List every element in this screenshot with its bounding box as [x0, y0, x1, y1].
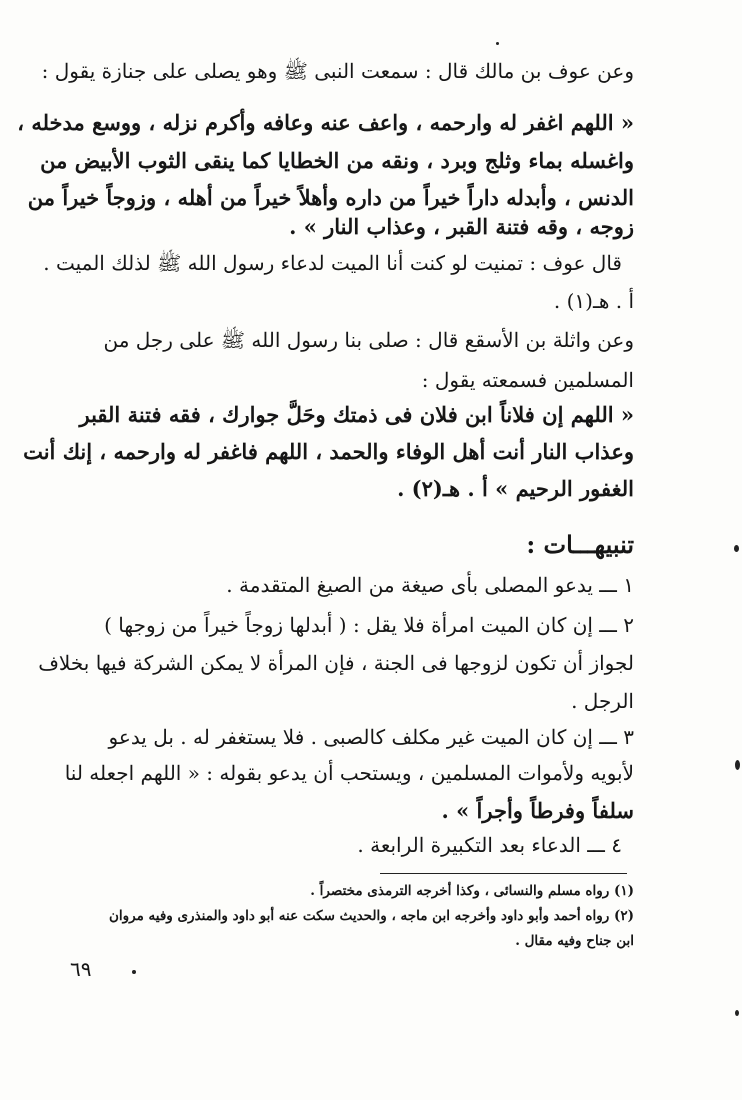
- note-1: ١ ـــ يدعو المصلى بأى صيغة من الصيغ المتقدمة .: [226, 573, 634, 597]
- paragraph1-dua-line-1: « اللهم اغفر له وارحمه ، واعف عنه وعافه وأكرم نزله ، ووسع مدخله ،: [17, 110, 634, 135]
- note-3-line-3: سلفاً وفرطاً وأجراً » .: [441, 798, 634, 823]
- note-2-line-1: ٢ ـــ إن كان الميت امرأة فلا يقل : ( أبدلها زوجاً خيراً من زوجها ): [104, 613, 634, 637]
- note-2-line-2: لجواز أن تكون لزوجها فى الجنة ، فإن المرأة لا يمكن الشركة فيها بخلاف: [38, 651, 634, 675]
- footnote-2-line-2: ابن جناح وفيه مقال .: [515, 933, 634, 949]
- paragraph1-dua-line-4: زوجه ، وقه فتنة القبر ، وعذاب النار » .: [289, 214, 634, 239]
- paragraph1-dua-line-3: الدنس ، وأبدله داراً خيراً من داره وأهلاً خيراً من أهله ، وزوجاً خيراً من: [27, 185, 634, 210]
- scan-speck: [496, 42, 499, 45]
- note-4: ٤ ـــ الدعاء بعد التكبيرة الرابعة .: [357, 833, 622, 857]
- paragraph2-dua-line-1: « اللهم إن فلاناً ابن فلان فى ذمتك وحَلَّ جوارك ، فقه فتنة القبر: [79, 402, 634, 427]
- paragraph2-intro-line-2: المسلمين فسمعته يقول :: [421, 368, 634, 392]
- paragraph1-comment: قال عوف : تمنيت لو كنت أنا الميت لدعاء رسول الله ﷺ لذلك الميت .: [43, 251, 622, 275]
- footnote-separator: [380, 873, 627, 874]
- scan-speck: [735, 1010, 739, 1016]
- scan-speck: [132, 970, 136, 974]
- scan-speck: [735, 760, 740, 770]
- paragraph1-intro: وعن عوف بن مالك قال : سمعت النبى ﷺ وهو يصلى على جنازة يقول :: [41, 59, 634, 83]
- note-3-line-2: لأبويه ولأموات المسلمين ، ويستحب أن يدعو بقوله : « اللهم اجعله لنا: [64, 761, 634, 785]
- notes-heading: تنبيهـــات :: [526, 530, 634, 559]
- paragraph1-dua-line-2: واغسله بماء وثلج وبرد ، ونقه من الخطايا كما ينقى الثوب الأبيض من: [40, 148, 634, 173]
- paragraph2-intro-line-1: وعن واثلة بن الأسقع قال : صلى بنا رسول الله ﷺ على رجل من: [103, 328, 634, 352]
- footnote-2-line-1: (٢) رواه أحمد وأبو داود وأخرجه ابن ماجه ، والحديث سكت عنه أبو داود والمنذرى وفيه مروان: [108, 908, 634, 924]
- scan-speck: [734, 545, 739, 552]
- paragraph1-reference: أ . هـ(١) .: [553, 289, 634, 313]
- footnote-1: (١) رواه مسلم والنسائى ، وكذا أخرجه الترمذى مختصراً .: [310, 883, 634, 899]
- note-3-line-1: ٣ ـــ إن كان الميت غير مكلف كالصبى . فلا يستغفر له . بل يدعو: [108, 725, 634, 749]
- paragraph2-dua-line-3: الغفور الرحيم » أ . هـ(٢) .: [397, 476, 634, 501]
- page-number: ٦٩: [70, 957, 92, 981]
- paragraph2-dua-line-2: وعذاب النار أنت أهل الوفاء والحمد ، اللهم فاغفر له وارحمه ، إنك أنت: [23, 439, 634, 464]
- note-2-line-3: الرجل .: [571, 689, 634, 713]
